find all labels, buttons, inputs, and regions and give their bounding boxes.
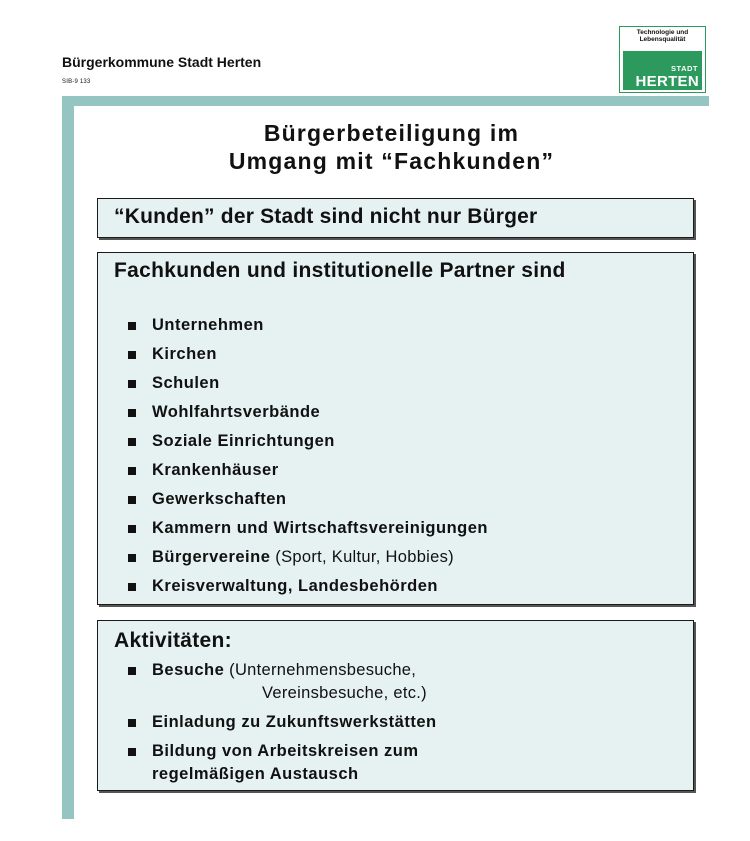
square-bullet-icon [128, 322, 136, 330]
partners-list [128, 311, 488, 601]
list-item [128, 485, 488, 514]
activities-list [128, 659, 437, 786]
square-bullet-icon [128, 748, 136, 756]
slide-title [74, 119, 709, 175]
stadt-herten-logo [619, 26, 706, 93]
list-item [128, 514, 488, 543]
list-item-label: Kammern und Wirtschaftsvereinigungen [152, 519, 488, 537]
list-item-label: Einladung zu Zukunftswerkstätten [152, 713, 437, 731]
list-item-label: Bildung von Arbeitskreisen zum [152, 742, 419, 760]
slide-title-line2: Umgang mit “Fachkunden” [228, 148, 555, 174]
slide-title-line1: Bürgerbeteiligung im [263, 120, 520, 146]
list-item [128, 398, 488, 427]
list-item-label: Schulen [152, 374, 220, 392]
logo-herten: HERTEN [635, 73, 699, 90]
list-item [128, 740, 437, 786]
list-item-label: Wohlfahrtsverbände [152, 403, 321, 421]
logo-tagline-line2: Lebensqualität [639, 36, 686, 43]
list-item [128, 369, 488, 398]
intro-box [97, 198, 694, 238]
partners-box [97, 252, 694, 605]
list-item [128, 311, 488, 340]
list-item [128, 340, 488, 369]
square-bullet-icon [128, 496, 136, 504]
list-item-line [152, 659, 437, 682]
list-item-label: Kreisverwaltung, Landesbehörden [152, 577, 438, 595]
list-item-label: Soziale Einrichtungen [152, 432, 335, 450]
square-bullet-icon [128, 409, 136, 417]
list-item [128, 659, 437, 705]
list-item [128, 456, 488, 485]
activities-box [97, 620, 694, 791]
list-item [128, 427, 488, 456]
square-bullet-icon [128, 438, 136, 446]
list-item-label: Unternehmen [152, 316, 264, 334]
slide-top-bar [62, 96, 709, 106]
square-bullet-icon [128, 525, 136, 533]
logo-stadt: STADT [671, 64, 698, 73]
list-item-label: Gewerkschaften [152, 490, 287, 508]
square-bullet-icon [128, 351, 136, 359]
list-item-label-continued: regelmäßigen Austausch [152, 765, 359, 783]
activities-heading: Aktivitäten: [114, 629, 232, 652]
header-title: Bürgerkommune Stadt Herten [62, 54, 262, 70]
square-bullet-icon [128, 554, 136, 562]
list-item-note: (Unternehmensbesuche, [224, 661, 417, 679]
document-code: SIB-9 133 [62, 79, 91, 85]
logo-tagline-line1: Technologie und [636, 29, 689, 36]
square-bullet-icon [128, 467, 136, 475]
list-item-label: Kirchen [152, 345, 217, 363]
logo-tagline [620, 29, 705, 43]
list-item-label: Krankenhäuser [152, 461, 279, 479]
list-item-note: (Sport, Kultur, Hobbies) [270, 548, 454, 566]
slide-left-bar [62, 96, 74, 819]
list-item [128, 711, 437, 734]
partners-heading: Fachkunden und institutionelle Partner sind [114, 259, 566, 282]
logo-green-panel [623, 51, 702, 90]
list-item [128, 572, 488, 601]
list-item [128, 543, 488, 572]
square-bullet-icon [128, 667, 136, 675]
list-item-label-bold: Besuche [152, 661, 225, 679]
square-bullet-icon [128, 719, 136, 727]
square-bullet-icon [128, 380, 136, 388]
square-bullet-icon [128, 583, 136, 591]
list-item-label-bold: Bürgervereine [152, 548, 271, 566]
list-item-note-continued: Vereinsbesuche, etc.) [262, 684, 427, 702]
intro-text: “Kunden” der Stadt sind nicht nur Bürger [114, 205, 538, 228]
